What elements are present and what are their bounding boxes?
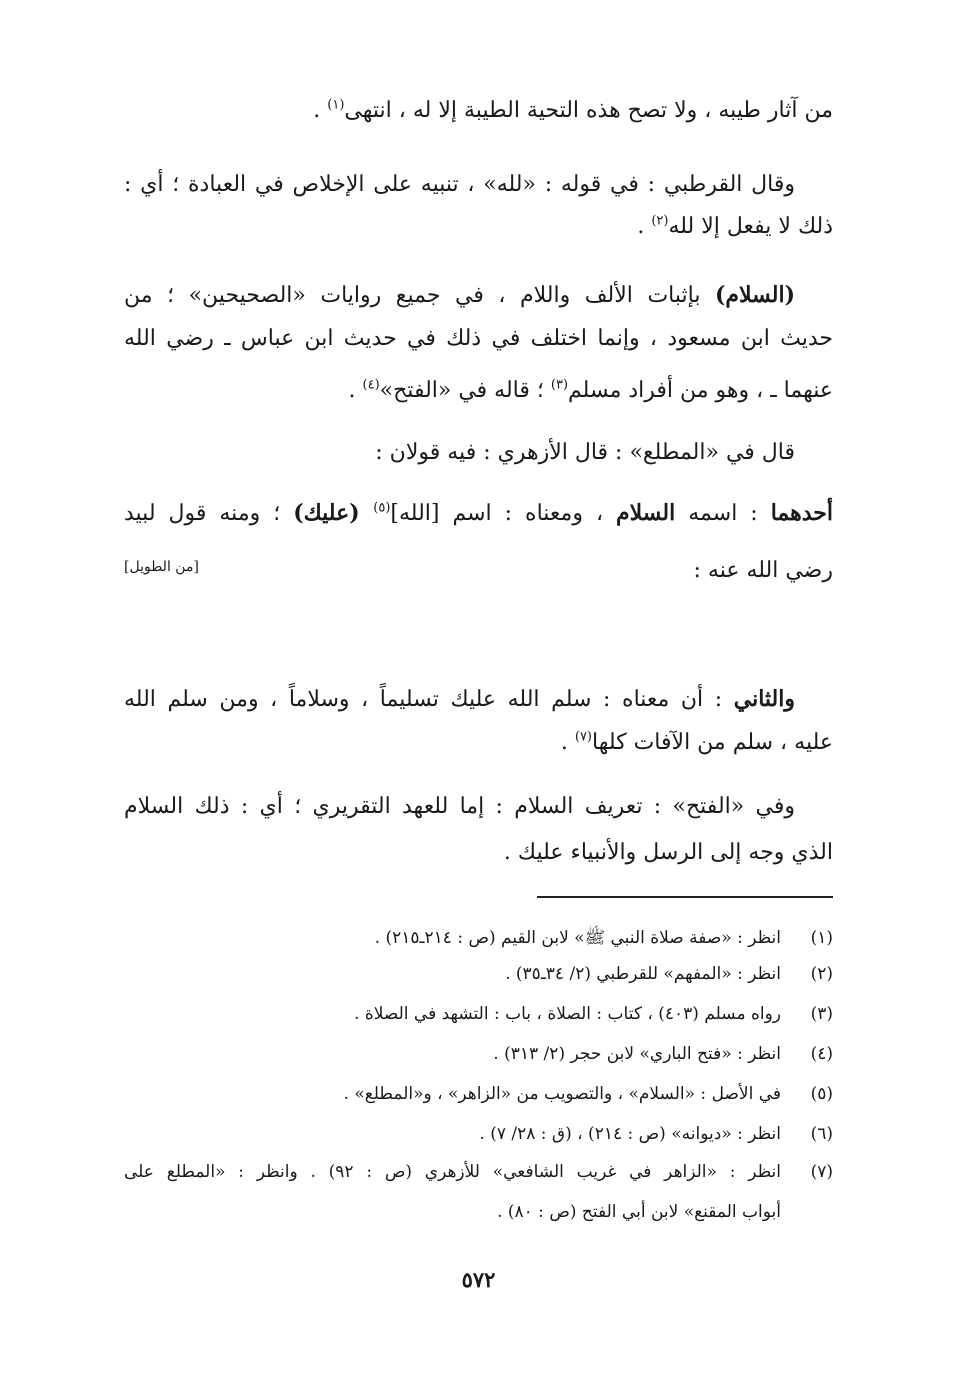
paragraph-1-line-1 [124,96,833,126]
footnote-ref-2[interactable]: (٢) [651,213,669,229]
paragraph-7-line-2 [124,838,833,868]
text-run: . [313,98,328,123]
term-second: والثاني [733,686,795,712]
footnote-ref-1[interactable]: (١) [327,97,345,113]
paragraph-6-line-1 [124,684,795,715]
text-run: : أن معناه : سلم الله عليك تسليماً ، وسلاماً ، ومن سلم الله [124,687,734,712]
footnote-ref-3[interactable]: (٣) [550,377,569,393]
footnote-ref-5[interactable]: (٥) [373,500,391,516]
footnote-3 [0,1002,957,1026]
text-run: ذلك لا يفعل إلا لله [668,214,833,239]
footnote-text: انظر : «فتح الباري» لابن حجر (٢/ ٣١٣) . [493,1044,781,1064]
text-run: عنهما ـ ، وهو من أفراد مسلم [568,378,833,403]
text-run: عليه ، سلم من الآفات كلها [592,730,833,755]
footnote-number: (١) [810,928,833,948]
text-run: بإثبات الألف واللام ، في جميع روايات «الصحيحين» ؛ من [124,283,715,308]
footnote-ref-4[interactable]: (٤) [362,377,380,393]
text-run: . [637,214,652,239]
paragraph-3-line-1 [124,280,795,311]
footnote-number: (٢) [810,964,833,984]
footnote-number: (٦) [810,1124,833,1144]
paragraph-5-line-2 [124,556,833,586]
footnote-text: انظر : «صفة صلاة النبي ﷺ» لابن القيم (ص : ٢١٤ـ٢١٥) . [374,928,781,948]
paragraph-3-line-3 [124,376,833,406]
footnote-text: أبواب المقنع» لابن أبي الفتح (ص : ٨٠) . [497,1202,781,1222]
text-run: حديث ابن مسعود ، وإنما اختلف في ذلك في حديث ابن عباس ـ رضي الله [124,326,833,351]
poetic-meter-label: [من الطويل] [124,559,199,575]
text-run: : اسمه [675,501,771,526]
footnote-text: انظر : «المفهم» للقرطبي (٢/ ٣٤ـ٣٥) . [505,964,781,984]
text-run: ؛ قاله في «الفتح» [379,378,551,403]
footnote-text: انظر : «ديوانه» (ص : ٢١٤) ، (ق : ٢٨/ ٧) . [479,1124,781,1144]
paragraph-2-line-1 [124,170,795,200]
footnote-separator [537,896,833,898]
term-first: أحدهما [770,500,833,526]
paragraph-5-line-1 [124,498,833,529]
page-number: ٥٧٢ [461,1267,496,1292]
footnote-number: (٥) [810,1084,833,1104]
text-run: . [560,730,575,755]
text-run: ؛ ومنه قول لبيد [124,501,294,526]
footnote-7 [0,1160,957,1184]
footnote-1 [0,926,957,950]
text-run: قال في «المطلع» : قال الأزهري : فيه قولان : [375,440,795,465]
paragraph-6-line-2 [124,728,833,758]
footnote-6 [0,1122,957,1146]
paragraph-7-line-1 [124,792,795,822]
term-salam: (السلام) [714,282,795,308]
footnote-number: (٤) [810,1044,833,1064]
footnote-number: (٣) [810,1004,833,1024]
footnote-7-continued [0,1200,957,1224]
paragraph-2-line-2 [124,212,833,242]
footnote-text: رواه مسلم (٤٠٣) ، كتاب : الصلاة ، باب : التشهد في الصلاة . [354,1004,781,1024]
text-run: وقال القرطبي : في قوله : «لله» ، تنبيه على الإخلاص في العبادة ؛ أي : [124,172,795,197]
footnote-text: في الأصل : «السلام» ، والتصويب من «الزاهر» ، و«المطلع» . [343,1084,781,1104]
paragraph-4-line-1 [124,438,795,468]
footnote-text: انظر : «الزاهر في غريب الشافعي» للأزهري (ص : ٩٢) . وانظر : «المطلع على [124,1162,781,1182]
paragraph-3-line-2 [124,324,833,354]
footnote-ref-7[interactable]: (٧) [574,729,592,745]
text-run: من آثار طيبه ، ولا تصح هذه التحية الطيبة إلا له ، انتهى [344,98,833,123]
footnote-number: (٧) [810,1162,833,1182]
text-run: الذي وجه إلى الرسل والأنبياء عليك . [503,840,833,865]
text-run: . [348,378,363,403]
term-alayk: (عليك) [293,500,374,526]
footnote-2 [0,962,957,986]
footnote-4 [0,1042,957,1066]
text-run: ، ومعناه : اسم [الله] [390,501,617,526]
footnote-5 [0,1082,957,1106]
text-run: وفي «الفتح» : تعريف السلام : إما للعهد التقريري ؛ أي : ذلك السلام [124,794,795,819]
term-salam-2: السلام [616,500,676,526]
text-run: رضي الله عنه : [693,558,833,583]
